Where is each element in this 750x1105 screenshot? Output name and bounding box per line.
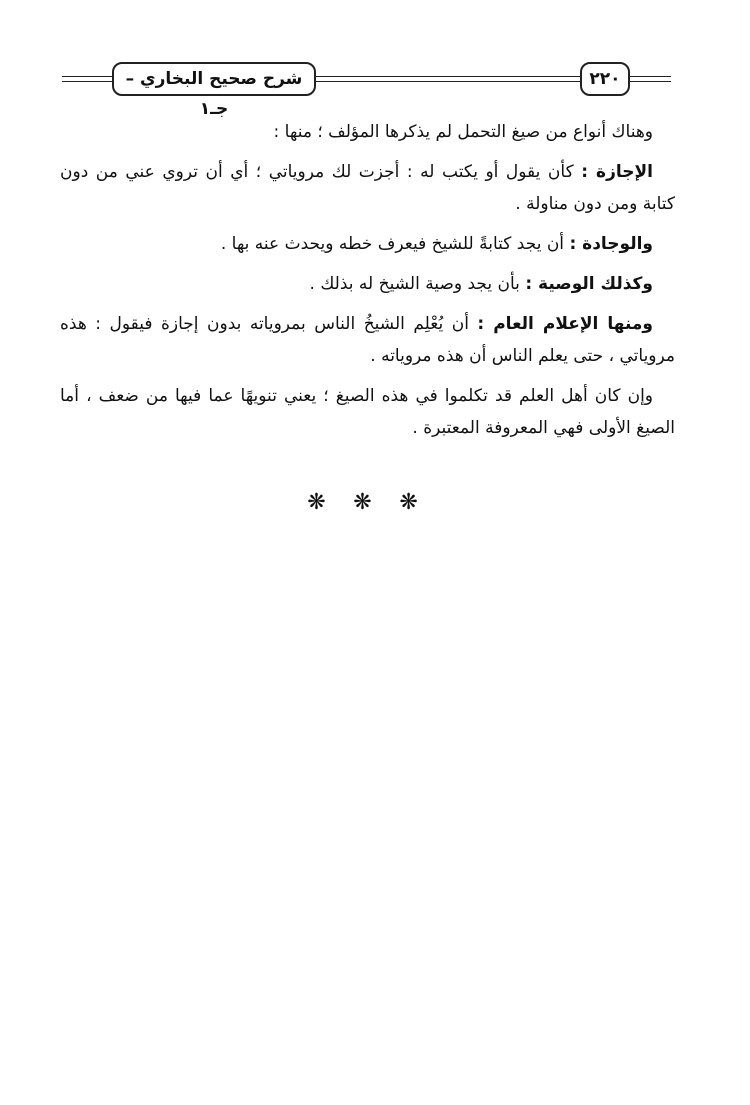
page-header [60, 62, 675, 119]
paragraph-term: والوجادة : [569, 234, 653, 254]
paragraph-wasiyya [60, 268, 675, 300]
paragraph-term: وكذلك الوصية : [525, 274, 653, 294]
paragraph-text: أن يجد كتابةً للشيخ فيعرف خطه ويحدث عنه بها . [220, 234, 570, 254]
paragraph-ilam [60, 308, 675, 372]
paragraph-term: ومنها الإعلام العام : [477, 314, 653, 334]
page-number: ٢٢٠ [580, 62, 630, 96]
header-rule-left [62, 76, 112, 82]
section-separator: ❋ ❋ ❋ [307, 490, 428, 515]
page-body [60, 116, 675, 452]
header-rule-right [626, 76, 671, 82]
paragraph-conclusion [60, 380, 675, 444]
paragraph-intro [60, 116, 675, 148]
paragraph-term: الإجازة : [581, 162, 653, 182]
paragraph-ijaza [60, 156, 675, 220]
paragraph-text: أن يُعْلِم الشيخُ الناس بمروياته بدون إجازة فيقول : هذه مروياتي ، حتى يعلم الناس أن هذه مروياته . [60, 314, 675, 366]
paragraph-text: كأن يقول أو يكتب له : أجزت لك مروياتي ؛ أي أن تروي عني من دون كتابة ومن دون مناولة . [60, 162, 675, 214]
paragraph-text: وهناك أنواع من صيغ التحمل لم يذكرها المؤلف ؛ منها : [273, 122, 653, 142]
paragraph-text: وإن كان أهل العلم قد تكلموا في هذه الصيغ ؛ يعني تنويهًا عما فيها من ضعف ، أما الصيغ الأولى فهي المعروفة المعتبرة . [60, 386, 675, 438]
book-title: شرح صحيح البخاري – جـ١ [112, 62, 316, 96]
paragraph-text: بأن يجد وصية الشيخ له بذلك . [309, 274, 526, 294]
paragraph-wijada [60, 228, 675, 260]
